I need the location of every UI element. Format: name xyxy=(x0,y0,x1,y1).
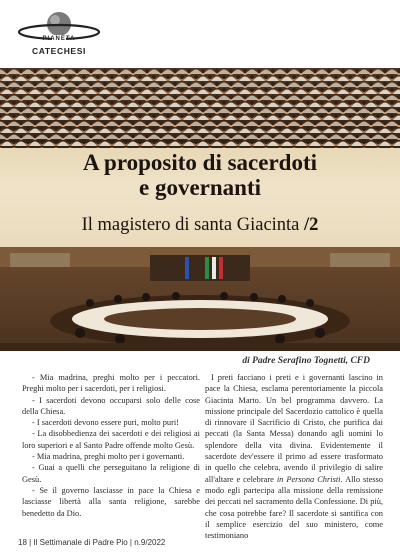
quote-paragraph: - La disobbedienza dei sacerdoti e dei religiosi ai loro superiori e al Santo Padre offende molto Gesù. xyxy=(22,429,200,450)
meeting-photo xyxy=(0,247,400,351)
footer-page-info: 18 | Il Settimanale di Padre Pio | n.9/2022 xyxy=(18,538,166,547)
quote-paragraph: - I sacerdoti devono essere puri, molto puri! xyxy=(32,418,179,428)
article-subtitle xyxy=(0,214,400,236)
text-column-left xyxy=(22,372,200,519)
article-title-line-2: e governanti xyxy=(138,175,261,200)
body-italic-phrase: in Persona Christi xyxy=(276,474,341,484)
quote-paragraph: - Se il governo lasciasse in pace la Chiesa e lasciasse libertà alla santa religione, sarebbe benedetto da Dio. xyxy=(22,485,200,518)
section-logo xyxy=(14,6,104,64)
article-subtitle-text: Il magistero di santa Giacinta xyxy=(81,215,300,235)
article-title xyxy=(0,150,400,200)
quote-paragraph: - Mia madrina, preghi molto per i peccatori. Preghi molto per i sacerdoti, per i religiosi. xyxy=(22,373,200,394)
article-title-line-1: A proposito di sacerdoti xyxy=(82,150,318,175)
article-part-number: /2 xyxy=(304,215,319,235)
title-band xyxy=(0,148,400,247)
quote-paragraph: - Guai a quelli che perseguitano la religione di Gesù. xyxy=(22,463,200,484)
government-meeting-image xyxy=(0,247,400,351)
quote-paragraph: - Mia madrina, preghi molto per i governanti. xyxy=(32,452,185,462)
quote-paragraph: - I sacerdoti devono occuparsi solo delle cose della Chiesa. xyxy=(22,395,200,416)
page-footer xyxy=(0,535,400,551)
logo-section-name: CATECHESI xyxy=(32,46,86,56)
body-paragraph xyxy=(205,372,383,541)
text-column-right xyxy=(205,372,383,541)
article-author: di Padre Serafino Tognetti, CFD xyxy=(242,356,370,366)
body-text-part-2: . Allo stesso modo egli partecipa alla missione della remissione dei peccati nel sacramento della Confessione. Di più, che cosa potrebbe fare? Il sacerdote si santifica con il semplice esercizio del suo ministero, come testimoniano xyxy=(205,474,383,541)
clergy-assembly-image xyxy=(0,68,400,148)
logo-top-text: PIANETA xyxy=(42,36,76,42)
hero-photo-clergy xyxy=(0,68,400,148)
body-text-part-1: I preti facciano i preti e i governanti lascino in pace la Chiesa, esclama perentoriamente la piccola Giacinta Marto. Un bel programma davvero. La missione principale del Sacerdozio cattolico è quella di rinnovare il Sacrificio di Cristo, che purifica dai peccati (la Santa Messa) donando agli uomini lo splendore della vita divina. Evidentemente il sacerdote dev'essere il primo ad essere trasformato in quello che celebra, avendo il privilegio di salire all'altare e celebrare xyxy=(205,373,383,484)
